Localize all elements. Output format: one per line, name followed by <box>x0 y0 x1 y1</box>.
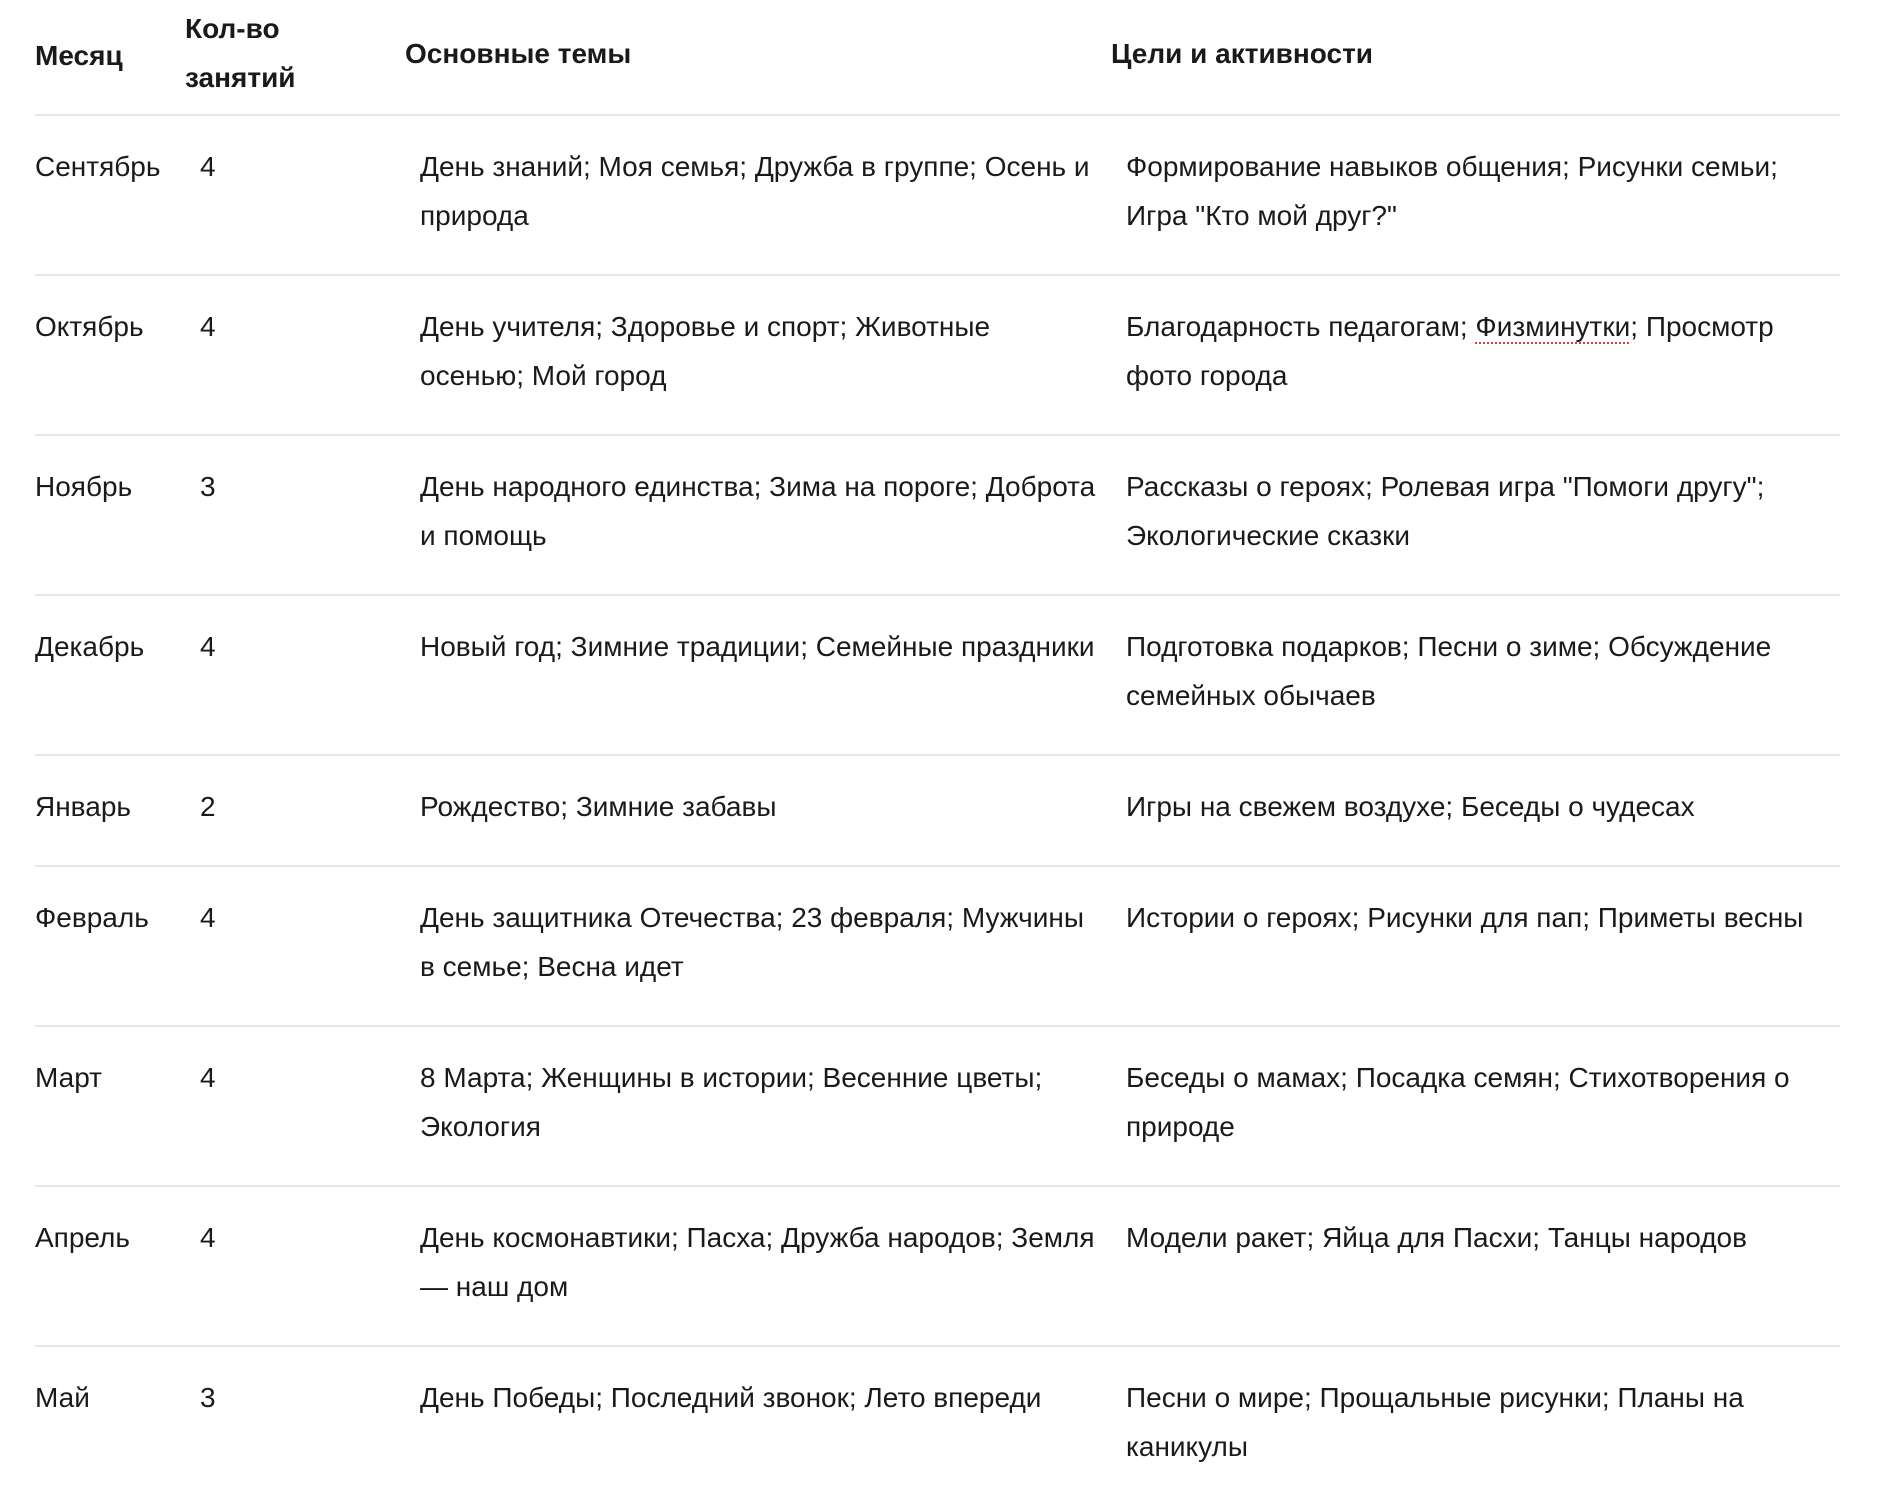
goals-text-after: ; Просмотр фото города <box>1126 311 1774 391</box>
cell-topics: День знаний; Моя семья; Дружба в группе; Осень и природа <box>373 115 1111 275</box>
table-row <box>35 595 1840 755</box>
cell-count: 4 <box>185 115 373 275</box>
header-count: Кол-во занятий <box>185 0 373 115</box>
cell-topics: 8 Марта; Женщины в истории; Весенние цветы; Экология <box>373 1026 1111 1186</box>
cell-month: Январь <box>35 755 185 866</box>
cell-count: 4 <box>185 595 373 755</box>
cell-goals: Рассказы о героях; Ролевая игра "Помоги другу"; Экологические сказки <box>1111 435 1840 595</box>
cell-goals <box>1111 275 1840 435</box>
cell-goals: Подготовка подарков; Песни о зиме; Обсуждение семейных обычаев <box>1111 595 1840 755</box>
cell-topics: Рождество; Зимние забавы <box>373 755 1111 866</box>
cell-count: 3 <box>185 435 373 595</box>
spellcheck-flagged-word[interactable]: Физминутки <box>1475 311 1631 342</box>
table-row <box>35 275 1840 435</box>
table-row <box>35 1346 1840 1496</box>
goals-text-before: Благодарность педагогам; <box>1126 311 1476 342</box>
table-row <box>35 866 1840 1026</box>
header-topics: Основные темы <box>373 0 1111 115</box>
cell-month: Март <box>35 1026 185 1186</box>
cell-topics: День защитника Отечества; 23 февраля; Мужчины в семье; Весна идет <box>373 866 1111 1026</box>
cell-goals: Формирование навыков общения; Рисунки семьи; Игра "Кто мой друг?" <box>1111 115 1840 275</box>
cell-goals: Беседы о мамах; Посадка семян; Стихотворения о природе <box>1111 1026 1840 1186</box>
table-row <box>35 115 1840 275</box>
table-row <box>35 755 1840 866</box>
cell-count: 4 <box>185 1186 373 1346</box>
cell-count: 4 <box>185 275 373 435</box>
header-month: Месяц <box>35 0 185 115</box>
cell-topics: День космонавтики; Пасха; Дружба народов; Земля — наш дом <box>373 1186 1111 1346</box>
table-row <box>35 435 1840 595</box>
cell-topics: День учителя; Здоровье и спорт; Животные осенью; Мой город <box>373 275 1111 435</box>
cell-goals: Модели ракет; Яйца для Пасхи; Танцы народов <box>1111 1186 1840 1346</box>
table-row <box>35 1186 1840 1346</box>
cell-goals: Игры на свежем воздухе; Беседы о чудесах <box>1111 755 1840 866</box>
cell-goals: Истории о героях; Рисунки для пап; Приметы весны <box>1111 866 1840 1026</box>
cell-count: 2 <box>185 755 373 866</box>
cell-count: 4 <box>185 1026 373 1186</box>
cell-topics: День народного единства; Зима на пороге; Доброта и помощь <box>373 435 1111 595</box>
table-row <box>35 1026 1840 1186</box>
cell-month: Декабрь <box>35 595 185 755</box>
cell-topics: День Победы; Последний звонок; Лето впереди <box>420 1382 1042 1413</box>
cell-month: Май <box>35 1382 90 1413</box>
cell-month: Февраль <box>35 866 185 1026</box>
cell-count: 4 <box>185 866 373 1026</box>
header-goals: Цели и активности <box>1111 0 1840 115</box>
table-header <box>35 0 1840 115</box>
cell-month: Апрель <box>35 1186 185 1346</box>
header-row <box>35 0 1840 115</box>
table-body <box>35 115 1840 1496</box>
cell-count: 3 <box>200 1382 216 1413</box>
cell-month: Ноябрь <box>35 435 185 595</box>
cell-month: Сентябрь <box>35 115 185 275</box>
monthly-plan-table <box>35 0 1840 1496</box>
cell-month: Октябрь <box>35 275 185 435</box>
cell-topics: Новый год; Зимние традиции; Семейные праздники <box>373 595 1111 755</box>
cell-goals: Песни о мире; Прощальные рисунки; Планы на каникулы <box>1126 1382 1744 1462</box>
